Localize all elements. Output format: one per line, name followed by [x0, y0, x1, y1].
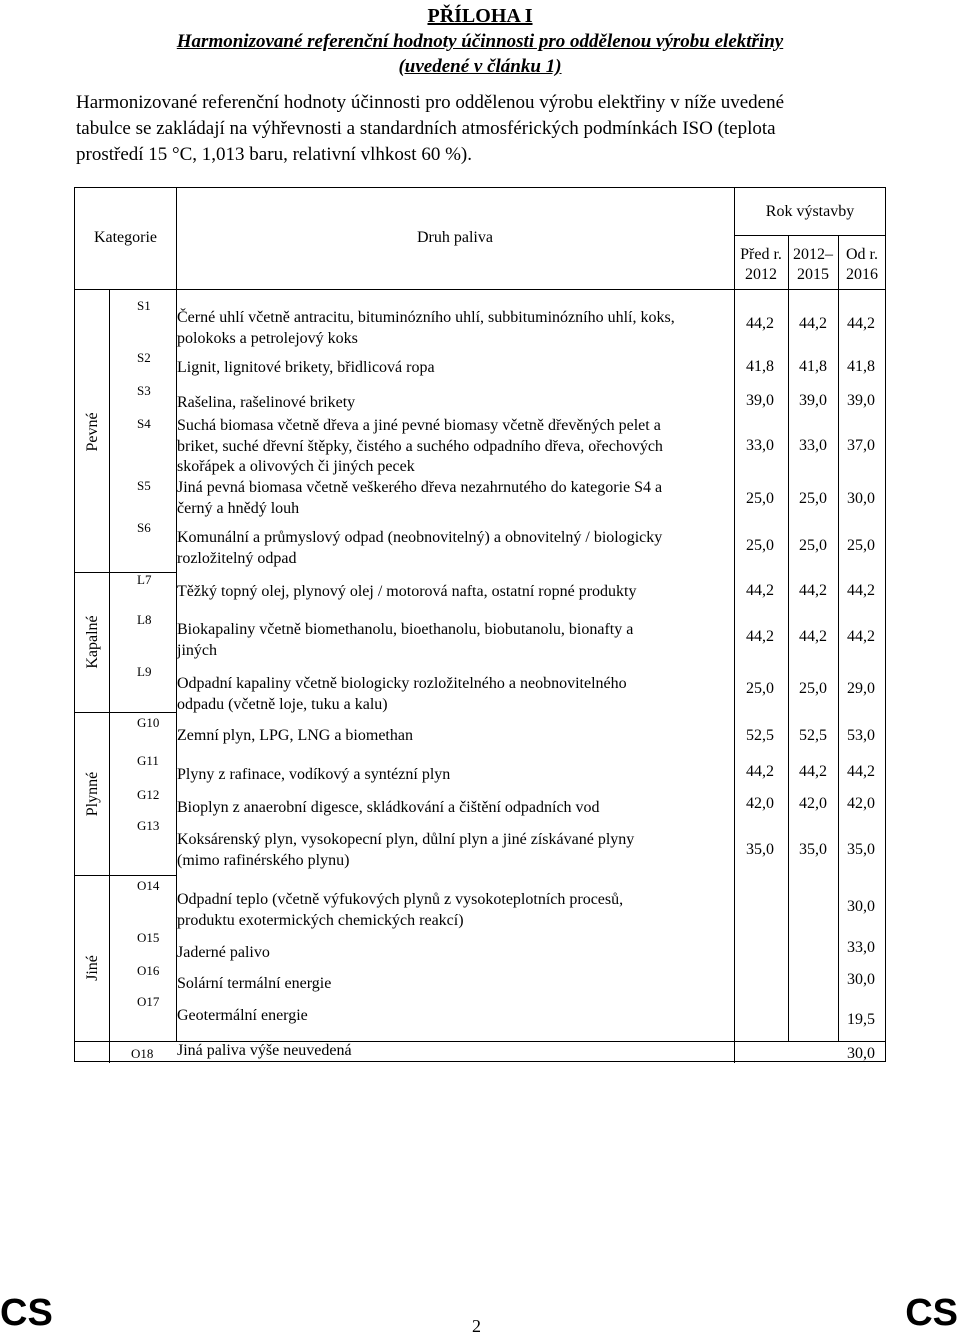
efficiency-value: 19,5	[847, 1011, 875, 1028]
efficiency-value: 44,2	[799, 315, 827, 332]
category-code: S5	[137, 478, 151, 493]
efficiency-value: 44,2	[746, 582, 774, 599]
year-col-before-2012: Před r. 2012	[740, 246, 782, 283]
efficiency-value: 44,2	[847, 315, 875, 332]
fuel-description: Rašelina, rašelinové brikety	[177, 394, 356, 411]
annex-title: PŘÍLOHA I	[427, 5, 533, 27]
category-code: G12	[137, 787, 160, 802]
fuel-description: Odpadní kapaliny včetně biologicky rozložitelného a neobnovitelného	[177, 675, 627, 692]
intro-line: prostředí 15 °C, 1,013 baru, relativní vlhkost 60 %).	[76, 144, 472, 165]
efficiency-value: 41,8	[746, 358, 774, 375]
efficiency-value: 33,0	[799, 437, 827, 454]
fuel-description: Koksárenský plyn, vysokopecní plyn, důlní plyn a jiné získávané plyny	[177, 831, 635, 848]
efficiency-value: 44,2	[847, 582, 875, 599]
fuel-description: Jaderné palivo	[177, 944, 270, 961]
category-code: O18	[131, 1046, 154, 1061]
intro-line: Harmonizované referenční hodnoty účinnosti pro oddělenou výrobu elektřiny v níže uvedené	[76, 92, 785, 113]
fuel-description: rozložitelný odpad	[177, 549, 297, 567]
fuel-description: Zemní plyn, LPG, LNG a biomethan	[177, 727, 413, 744]
efficiency-value: 44,2	[799, 628, 827, 645]
fuel-description: (mimo rafinérského plynu)	[177, 851, 350, 869]
fuel-description: Jiná paliva výše neuvedená	[177, 1042, 352, 1059]
intro-line: tabulce se zakládají na výhřevnosti a standardních atmosférických podmínkách ISO (teplota	[76, 118, 776, 139]
group-gaseous: Plynné	[84, 771, 101, 817]
fuel-type-header: Druh paliva	[417, 229, 493, 246]
efficiency-value: 39,0	[799, 392, 827, 409]
efficiency-value: 29,0	[847, 680, 875, 697]
fuel-description: Biokapaliny včetně biomethanolu, bioethanolu, biobutanolu, bionafty a	[177, 621, 634, 638]
efficiency-value: 42,0	[746, 795, 774, 812]
efficiency-value: 35,0	[847, 841, 875, 858]
efficiency-value: 52,5	[746, 727, 774, 744]
efficiency-value: 25,0	[847, 537, 875, 554]
annex-note: (uvedené v článku 1)	[398, 56, 562, 77]
efficiency-value: 37,0	[847, 437, 875, 454]
category-code: O16	[137, 963, 160, 978]
category-code: O14	[137, 878, 160, 893]
efficiency-value: 41,8	[847, 358, 875, 375]
fuel-description: polokoks a petrolejový koks	[177, 329, 358, 347]
category-code: S4	[137, 416, 151, 431]
category-code: O15	[137, 930, 160, 945]
category-code: S6	[137, 520, 151, 535]
fuel-description: produktu exotermických chemických reakcí)	[177, 911, 464, 929]
fuel-description: Lignit, lignitové brikety, břidlicová ropa	[177, 359, 435, 376]
efficiency-value: 42,0	[799, 795, 827, 812]
fuel-description: Černé uhlí včetně antracitu, bituminózního uhlí, subbituminózního uhlí, koks,	[177, 309, 675, 326]
fuel-description: Odpadní teplo (včetně výfukových plynů z vysokoteplotních procesů,	[177, 891, 624, 908]
category-code: S3	[137, 383, 151, 398]
fuel-description: černý a hnědý louh	[177, 499, 300, 517]
efficiency-value: 39,0	[746, 392, 774, 409]
fuel-description: odpadu (včetně loje, tuku a kalu)	[177, 695, 388, 713]
efficiency-value: 25,0	[799, 537, 827, 554]
efficiency-value: 44,2	[746, 763, 774, 780]
efficiency-table	[74, 187, 886, 1062]
efficiency-value: 44,2	[799, 582, 827, 599]
intro-paragraph	[76, 90, 896, 168]
category-code: S1	[137, 298, 151, 313]
fuel-description: skořápek a olivových či jiných pecek	[177, 458, 415, 475]
efficiency-value: 30,0	[847, 490, 875, 507]
fuel-description: Plyny z rafinace, vodíkový a syntézní plyn	[177, 766, 451, 783]
efficiency-value: 33,0	[746, 437, 774, 454]
efficiency-value: 44,2	[847, 628, 875, 645]
page-number: 2	[472, 1316, 481, 1336]
group-solid: Pevné	[84, 412, 101, 452]
efficiency-value: 52,5	[799, 727, 827, 744]
category-code: L9	[137, 664, 152, 679]
category-code: L7	[137, 572, 152, 587]
footer-language-right: CS	[905, 1292, 958, 1334]
fuel-description: Solární termální energie	[177, 975, 332, 992]
efficiency-value: 35,0	[746, 841, 774, 858]
efficiency-value: 30,0	[847, 898, 875, 915]
group-other: Jiné	[84, 955, 101, 981]
efficiency-value: 25,0	[746, 680, 774, 697]
category-header: Kategorie	[93, 229, 158, 246]
category-code: G13	[137, 818, 160, 833]
efficiency-value: 30,0	[847, 1045, 875, 1062]
fuel-description: Jiná pevná biomasa včetně veškerého dřeva nezahrnutého do kategorie S4 a	[177, 479, 663, 496]
fuel-description: jiných	[177, 641, 217, 659]
efficiency-value: 39,0	[847, 392, 875, 409]
year-col-from-2016: Od r. 2016	[846, 246, 878, 283]
fuel-description: briket, suché dřevní štěpky, čistého a suchého odpadního dřeva, ořechových	[177, 437, 663, 455]
group-liquid: Kapalné	[84, 615, 101, 669]
fuel-description: Těžký topný olej, plynový olej / motorová nafta, ostatní ropné produkty	[177, 583, 637, 600]
efficiency-value: 41,8	[799, 358, 827, 375]
efficiency-value: 25,0	[799, 680, 827, 697]
efficiency-value: 35,0	[799, 841, 827, 858]
category-code: L8	[137, 612, 152, 627]
year-col-2012-2015: 2012–2015	[793, 246, 833, 283]
footer-language-left: CS	[0, 1292, 53, 1334]
efficiency-value: 44,2	[746, 628, 774, 645]
efficiency-value: 44,2	[746, 315, 774, 332]
annex-subtitle: Harmonizované referenční hodnoty účinnosti pro oddělenou výrobu elektřiny	[176, 31, 784, 52]
category-code: O17	[137, 994, 160, 1009]
efficiency-value: 42,0	[847, 795, 875, 812]
year-header: Rok výstavby	[765, 203, 855, 220]
category-code: S2	[137, 350, 151, 365]
category-code: G11	[137, 753, 159, 768]
efficiency-value: 53,0	[847, 727, 875, 744]
efficiency-value: 25,0	[746, 490, 774, 507]
efficiency-value: 44,2	[799, 763, 827, 780]
efficiency-value: 33,0	[847, 939, 875, 956]
efficiency-value: 25,0	[799, 490, 827, 507]
fuel-description: Bioplyn z anaerobní digesce, skládkování a čištění odpadních vod	[177, 799, 600, 816]
efficiency-value: 25,0	[746, 537, 774, 554]
efficiency-value: 30,0	[847, 971, 875, 988]
category-code: G10	[137, 715, 160, 730]
fuel-description: Geotermální energie	[177, 1007, 308, 1024]
efficiency-value: 44,2	[847, 763, 875, 780]
fuel-description: Suchá biomasa včetně dřeva a jiné pevné biomasy včetně dřevěných pelet a	[177, 417, 661, 434]
fuel-description: Komunální a průmyslový odpad (neobnovitelný) a obnovitelný / biologicky	[177, 529, 663, 546]
